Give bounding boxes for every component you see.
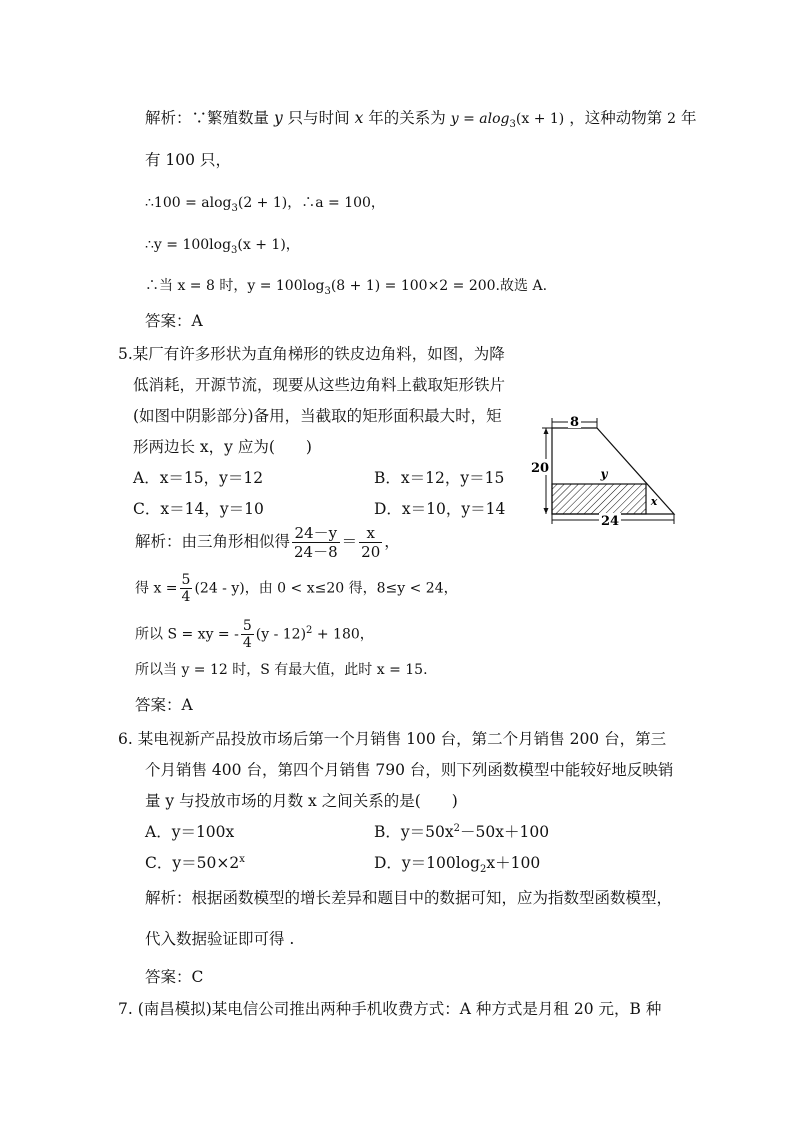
q5-option-d: D．x＝10，y＝14	[374, 500, 506, 518]
numerator: x	[359, 524, 382, 543]
label-left-20: 20	[530, 461, 550, 476]
text: + 180，	[312, 626, 374, 643]
q5-stem-line-2: 低消耗，开源节流，现要从这些边角料上截取矩形铁片	[133, 376, 506, 394]
q5-option-a: A．x＝15，y＝12	[133, 469, 264, 487]
text: (24 - y)，由 0 < x≤20 得，8≤y < 24，	[194, 580, 458, 597]
text: ∴当 x = 8 时，y = 100log	[145, 278, 325, 294]
q6-option-a: A．y＝100x	[145, 823, 235, 841]
q4-answer: 答案：A	[145, 312, 203, 330]
text: －50x＋100	[460, 823, 550, 841]
subscript: 3	[509, 119, 516, 131]
text: x＋100	[486, 854, 541, 872]
q4-solution-line-2: 有 100 只，	[145, 151, 231, 169]
q5-option-c: C．x＝14，y＝10	[133, 500, 264, 518]
q7-stem-line-1: 7. (南昌模拟)某电信公司推出两种手机收费方式：A 种方式是月租 20 元，B 种	[118, 1000, 662, 1018]
q6-option-c	[145, 853, 245, 873]
text: 年的关系为	[368, 109, 446, 127]
q4-solution-line-1	[145, 108, 697, 129]
text: ∴100 = alog	[145, 195, 232, 211]
formula: y = alog	[450, 111, 510, 127]
text: 只与时间	[287, 109, 350, 127]
fraction	[359, 524, 382, 561]
numerator: 24－y	[292, 524, 340, 543]
q5-stem-line-4: 形两边长 x，y 应为( )	[133, 438, 312, 456]
fraction	[292, 524, 340, 561]
text: 解析：由三角形相似得	[135, 532, 291, 551]
label-x: x	[650, 495, 658, 508]
fraction	[241, 618, 254, 651]
q5-option-b: B．x＝12，y＝15	[374, 469, 505, 487]
denominator: 24－8	[294, 543, 338, 561]
q5-solution-line-1	[135, 524, 400, 561]
equals: ＝	[341, 532, 358, 551]
text: (y - 12)	[255, 626, 307, 643]
label-y: y	[600, 467, 608, 481]
text: 2	[667, 111, 677, 127]
q6-stem-line-1: 6. 某电视新产品投放市场后第一个月销售 100 台，第二个月销售 200 台，第三	[118, 730, 667, 748]
q4-solution-line-4	[145, 235, 300, 255]
text: ，	[384, 532, 400, 551]
q6-solution-line-2: 代入数据验证即可得 .	[145, 930, 295, 948]
text: 年	[681, 109, 697, 127]
q6-option-d	[374, 853, 541, 876]
arrow-down-icon	[544, 508, 549, 514]
numerator: 5	[242, 618, 252, 634]
subscript: 3	[324, 285, 331, 297]
fraction	[180, 572, 193, 605]
var-y: y	[273, 109, 283, 127]
q5-answer: 答案：A	[135, 696, 193, 714]
text: 所以 S = xy = -	[135, 626, 239, 643]
denominator: 20	[361, 543, 381, 561]
text: C．y＝50×2	[145, 854, 240, 872]
superscript: 2	[453, 822, 460, 834]
text: ∴y = 100log	[145, 237, 232, 253]
text: 得 x =	[135, 580, 178, 597]
text: B．y＝50x	[374, 823, 454, 841]
denominator: 4	[181, 589, 191, 605]
q5-solution-line-3	[135, 618, 374, 651]
q4-solution-line-5	[145, 276, 547, 296]
superscript: 2	[306, 624, 313, 636]
text: (8 + 1) = 100×2 = 200.故选 A.	[330, 278, 548, 294]
q6-answer: 答案：C	[145, 968, 204, 986]
var-x: x	[354, 109, 364, 127]
formula-tail: (x + 1)	[515, 111, 565, 127]
q5-solution-line-4: 所以当 y = 12 时，S 有最大值，此时 x = 15.	[135, 662, 428, 678]
label-top-8: 8	[569, 415, 580, 430]
denominator: 4	[242, 635, 252, 651]
text: ，这种动物第	[569, 109, 663, 127]
subscript: 3	[231, 202, 238, 214]
q6-option-b	[374, 822, 549, 842]
q5-stem-line-3: (如图中阴影部分)备用，当截取的矩形面积最大时，矩	[133, 407, 502, 425]
text: (x + 1)，	[237, 237, 300, 253]
superscript: x	[239, 853, 245, 865]
trapezoid-figure	[528, 414, 678, 526]
q5-solution-line-2	[135, 572, 458, 605]
arrow-up-icon	[544, 428, 549, 434]
q5-stem-line-1: 5.某厂有许多形状为直角梯形的铁皮边角料，如图，为降	[118, 345, 505, 363]
numerator: 5	[181, 572, 191, 588]
text: 解析：∵繁殖数量	[145, 109, 270, 127]
subscript: 3	[231, 244, 238, 256]
q4-solution-line-3	[145, 193, 385, 213]
text: (2 + 1)，∴a = 100，	[237, 195, 385, 211]
text: D．y＝100log	[374, 854, 480, 872]
subscript: 2	[479, 864, 487, 876]
q6-stem-line-2: 个月销售 400 台，第四个月销售 790 台，则下列函数模型中能较好地反映销	[145, 761, 674, 779]
q6-stem-line-3: 量 y 与投放市场的月数 x 之间关系的是( )	[145, 792, 458, 810]
q6-solution-line-1: 解析：根据函数模型的增长差异和题目中的数据可知，应为指数型函数模型，	[145, 889, 673, 907]
label-bottom-24: 24	[600, 514, 620, 526]
shaded-rectangle	[552, 484, 646, 514]
